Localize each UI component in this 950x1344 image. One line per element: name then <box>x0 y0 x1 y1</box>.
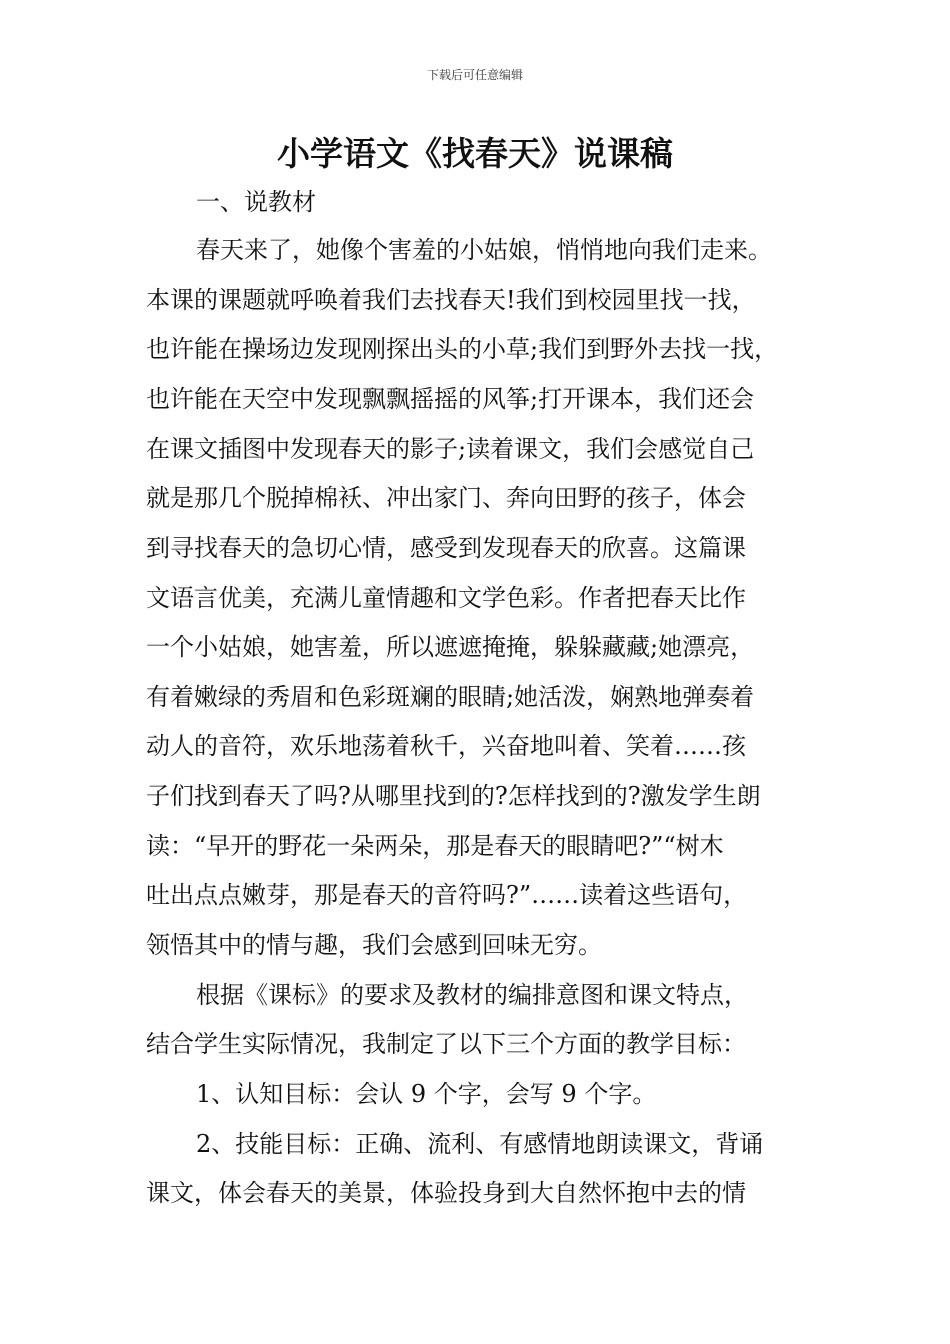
body-line: 也许能在操场边发现刚探出头的小草;我们到野外去找一找， <box>146 335 779 363</box>
objective-item: 2、技能目标：正确、流利、有感情地朗读课文，背诵 <box>196 1130 764 1158</box>
body-line: 春天来了，她像个害羞的小姑娘，悄悄地向我们走来。 <box>196 236 772 264</box>
body-line: 读：“早开的野花一朵两朵，那是春天的眼睛吧?”“树木 <box>146 832 724 860</box>
section-heading: 一、说教材 <box>196 188 316 216</box>
body-line: 本课的课题就呼唤着我们去找春天!我们到校园里找一找， <box>146 286 756 314</box>
body-line: 就是那几个脱掉棉袄、冲出家门、奔向田野的孩子，体会 <box>146 484 746 512</box>
body-line: 子们找到春天了吗?从哪里找到的?怎样找到的?激发学生朗 <box>146 782 761 810</box>
body-line: 到寻找春天的急切心情，感受到发现春天的欣喜。这篇课 <box>146 534 746 562</box>
body-line: 在课文插图中发现春天的影子;读着课文，我们会感觉自己 <box>146 435 755 463</box>
document-title: 小学语文《找春天》说课稿 <box>277 134 673 173</box>
body-line: 领悟其中的情与趣，我们会感到回味无穷。 <box>146 931 602 959</box>
body-line: 文语言优美，充满儿童情趣和文学色彩。作者把春天比作 <box>146 584 746 612</box>
body-line: 根据《课标》的要求及教材的编排意图和课文特点， <box>196 981 748 1009</box>
body-line: 也许能在天空中发现飘飘摇摇的风筝;打开课本，我们还会 <box>146 385 755 413</box>
body-line: 一个小姑娘，她害羞，所以遮遮掩掩，躲躲藏藏;她漂亮， <box>146 633 755 661</box>
body-line: 有着嫩绿的秀眉和色彩斑斓的眼睛;她活泼，娴熟地弹奏着 <box>146 683 755 711</box>
body-line: 动人的音符，欢乐地荡着秋千，兴奋地叫着、笑着……孩 <box>146 732 746 760</box>
objective-item: 1、认知目标：会认 9 个字，会写 9 个字。 <box>196 1080 657 1108</box>
body-line: 吐出点点嫩芽，那是春天的音符吗?”……读着这些语句， <box>146 881 748 909</box>
body-line: 课文，体会春天的美景，体验投身到大自然怀抱中去的情 <box>146 1179 746 1207</box>
body-line: 结合学生实际情况，我制定了以下三个方面的教学目标： <box>146 1030 746 1058</box>
page-header-note: 下载后可任意编辑 <box>426 68 523 82</box>
